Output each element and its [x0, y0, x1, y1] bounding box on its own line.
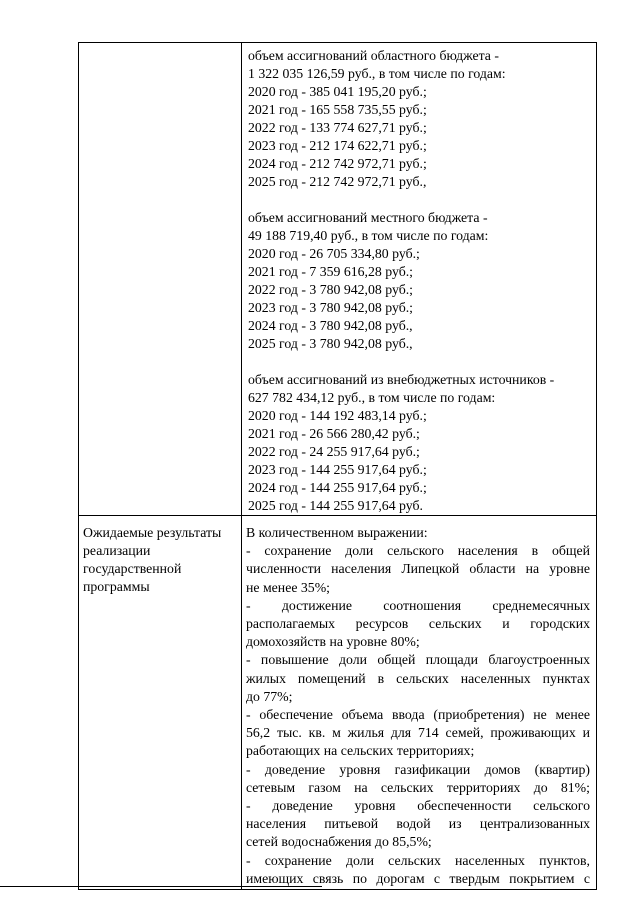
regional-total: 1 322 035 126,59 руб., в том числе по годам:: [248, 66, 506, 81]
results-text-line: - сохранение доли сельского населения в общей: [246, 543, 590, 559]
offbudget-year-2020: 2020 год - 144 192 483,14 руб.;: [248, 408, 427, 423]
results-label-line: реализации: [83, 543, 151, 558]
results-label-cell: [79, 516, 242, 890]
results-text-line: до 77%;: [246, 688, 293, 704]
local-year-2023: 2023 год - 3 780 942,08 руб.;: [248, 300, 413, 315]
local-total: 49 188 719,40 руб., в том числе по годам:: [248, 228, 489, 243]
results-text-line: работающих на сельских территориях;: [246, 743, 475, 759]
local-heading: объем ассигнований местного бюджета -: [248, 210, 488, 225]
regional-budget-block: [248, 47, 590, 191]
offbudget-total: 627 782 434,12 руб., в том числе по годам:: [248, 390, 496, 405]
results-label-line: государственной: [83, 561, 182, 576]
regional-year-2025: 2025 год - 212 742 972,71 руб.,: [248, 174, 427, 189]
local-year-2024: 2024 год - 3 780 942,08 руб.,: [248, 318, 413, 333]
results-text-line: численности населения Липецкой области на уровне: [246, 561, 590, 577]
results-text-line: - доведение уровня газификации домов (квартир): [246, 761, 590, 777]
results-text-line: сетей водоснабжения до 85,5%;: [246, 834, 432, 850]
local-year-2025: 2025 год - 3 780 942,08 руб.,: [248, 336, 413, 351]
local-year-2020: 2020 год - 26 705 334,80 руб.;: [248, 246, 420, 261]
program-passport-table: [78, 42, 597, 890]
offbudget-heading: объем ассигнований из внебюджетных источников -: [248, 372, 555, 387]
offbudget-block: [248, 371, 590, 515]
results-intro: В количественном выражении:: [246, 525, 428, 540]
regional-heading: объем ассигнований областного бюджета -: [248, 48, 499, 63]
funding-details-cell: [242, 43, 597, 516]
results-text-line: населения питьевой водой из централизованных: [246, 816, 590, 832]
offbudget-year-2021: 2021 год - 26 566 280,42 руб.;: [248, 426, 420, 441]
results-text-line: - сохранение доли сельских населенных пунктов,: [246, 852, 590, 868]
results-text-line: имеющих связь по дорогам с твердым покрытием с: [246, 870, 590, 886]
results-text-line: 56,2 тыс. кв. м жилья для 714 семей, проживающих и: [246, 725, 590, 741]
results-text-line: - доведение уровня обеспеченности сельского: [246, 798, 590, 814]
results-text-line: сетевым газом на сельских территориях до 81%;: [246, 779, 590, 795]
regional-year-2023: 2023 год - 212 174 622,71 руб.;: [248, 138, 427, 153]
results-text-line: домохозяйств на уровне 80%;: [246, 634, 420, 650]
results-row: [79, 516, 597, 890]
offbudget-year-2024: 2024 год - 144 255 917,64 руб.;: [248, 480, 427, 495]
results-text-line: - достижение соотношения среднемесячных: [246, 597, 590, 613]
results-text-line: жилых помещений в сельских населенных пунктах: [246, 670, 590, 686]
regional-year-2020: 2020 год - 385 041 195,20 руб.;: [248, 84, 427, 99]
regional-year-2024: 2024 год - 212 742 972,71 руб.;: [248, 156, 427, 171]
results-text-cell: [242, 516, 597, 890]
funding-label-cell: [79, 43, 242, 516]
results-text-line: располагаемых ресурсов сельских и городских: [246, 616, 590, 632]
regional-year-2022: 2022 год - 133 774 627,71 руб.;: [248, 120, 427, 135]
results-label-line: программы: [83, 579, 150, 594]
results-text-line: не менее 35%;: [246, 579, 331, 595]
offbudget-year-2025: 2025 год - 144 255 917,64 руб.: [248, 498, 423, 513]
local-budget-block: [248, 209, 590, 353]
local-year-2022: 2022 год - 3 780 942,08 руб.;: [248, 282, 413, 297]
results-text-line: - обеспечение объема ввода (приобретения) не менее: [246, 707, 590, 723]
results-text-line: - повышение доли общей площади благоустроенных: [246, 652, 590, 668]
footnote-separator-line: [0, 886, 322, 887]
funding-row: [79, 43, 597, 516]
local-year-2021: 2021 год - 7 359 616,28 руб.;: [248, 264, 413, 279]
regional-year-2021: 2021 год - 165 558 735,55 руб.;: [248, 102, 427, 117]
results-label-line: Ожидаемые результаты: [83, 525, 222, 540]
offbudget-year-2023: 2023 год - 144 255 917,64 руб.;: [248, 462, 427, 477]
offbudget-year-2022: 2022 год - 24 255 917,64 руб.;: [248, 444, 420, 459]
